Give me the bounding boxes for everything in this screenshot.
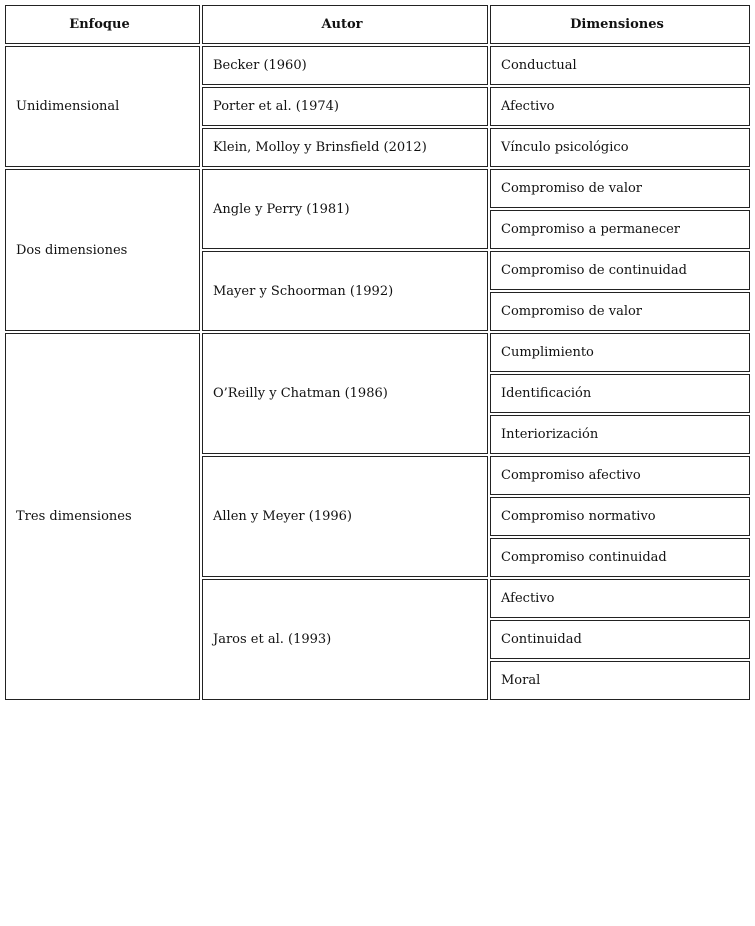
dimension-cell: Compromiso de valor — [490, 292, 750, 331]
header-dimensiones: Dimensiones — [490, 5, 750, 44]
author-cell: O’Reilly y Chatman (1986) — [202, 333, 488, 454]
enfoque-cell: Tres dimensiones — [5, 333, 200, 700]
enfoque-cell: Unidimensional — [5, 46, 200, 167]
header-autor: Autor — [202, 5, 488, 44]
author-cell: Porter et al. (1974) — [202, 87, 488, 126]
dimension-cell: Vínculo psicológico — [490, 128, 750, 167]
dimension-cell: Compromiso afectivo — [490, 456, 750, 495]
dimension-cell: Afectivo — [490, 579, 750, 618]
dimension-cell: Compromiso normativo — [490, 497, 750, 536]
author-cell: Becker (1960) — [202, 46, 488, 85]
dimension-cell: Compromiso a permanecer — [490, 210, 750, 249]
dimension-cell: Conductual — [490, 46, 750, 85]
dimension-cell: Compromiso de valor — [490, 169, 750, 208]
dimension-cell: Moral — [490, 661, 750, 700]
dimension-cell: Interiorización — [490, 415, 750, 454]
dimension-cell: Cumplimiento — [490, 333, 750, 372]
enfoque-cell: Dos dimensiones — [5, 169, 200, 331]
dimension-cell: Compromiso continuidad — [490, 538, 750, 577]
author-cell: Allen y Meyer (1996) — [202, 456, 488, 577]
author-cell: Mayer y Schoorman (1992) — [202, 251, 488, 331]
dimension-cell: Compromiso de continuidad — [490, 251, 750, 290]
dimension-cell: Continuidad — [490, 620, 750, 659]
author-cell: Jaros et al. (1993) — [202, 579, 488, 700]
dimension-cell: Afectivo — [490, 87, 750, 126]
dimension-cell: Identificación — [490, 374, 750, 413]
author-cell: Angle y Perry (1981) — [202, 169, 488, 249]
author-cell: Klein, Molloy y Brinsfield (2012) — [202, 128, 488, 167]
header-enfoque: Enfoque — [5, 5, 200, 44]
